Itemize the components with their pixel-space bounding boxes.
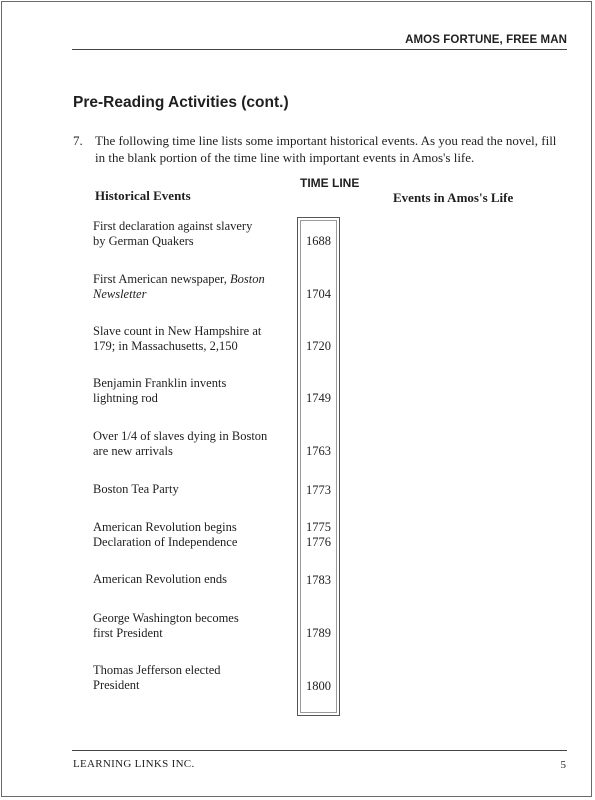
event-text-line: first President	[93, 626, 163, 640]
event-text-line: Benjamin Franklin invents	[93, 376, 227, 390]
page-number: 5	[560, 759, 566, 771]
event-1720	[93, 324, 293, 354]
event-text-line: First American newspaper,	[93, 272, 230, 286]
event-1773	[93, 482, 293, 497]
year-1800: 1800	[306, 679, 331, 693]
event-1775	[93, 520, 293, 550]
event-text-line: American Revolution begins	[93, 520, 237, 534]
event-1763	[93, 429, 293, 459]
year-1783: 1783	[306, 573, 331, 587]
event-1800	[93, 663, 293, 693]
year-1776: 1776	[306, 535, 331, 549]
event-text-line: by German Quakers	[93, 234, 194, 248]
year-1720: 1720	[306, 339, 331, 353]
year-1688: 1688	[306, 234, 331, 248]
year-1775: 1775	[306, 520, 331, 534]
question-text: The following time line lists some important historical events. As you read the novel, fill in the blank portion of the time line with important events in Amos's life.	[95, 133, 557, 165]
event-text-line: Boston Tea Party	[93, 482, 179, 496]
event-text-italic: Newsletter	[93, 287, 147, 301]
event-1749	[93, 376, 293, 406]
event-1704	[93, 272, 293, 302]
event-text-line: American Revolution ends	[93, 572, 227, 586]
event-1789	[93, 611, 293, 641]
amos-events-heading: Events in Amos's Life	[393, 190, 514, 205]
year-1789: 1789	[306, 626, 331, 640]
event-text-line: Declaration of Independence	[93, 535, 238, 549]
event-text-line: lightning rod	[93, 391, 158, 405]
event-text-line: President	[93, 678, 140, 692]
header-rule	[72, 49, 567, 50]
event-1688	[93, 219, 293, 249]
event-text-line: First declaration against slavery	[93, 219, 253, 233]
year-1749: 1749	[306, 391, 331, 405]
event-text-italic: Boston	[229, 272, 265, 286]
timeline-heading: TIME LINE	[300, 176, 360, 190]
question-number: 7.	[73, 133, 83, 148]
historical-events-heading: Historical Events	[95, 188, 191, 203]
event-text-line: are new arrivals	[93, 444, 173, 458]
year-1763: 1763	[306, 444, 331, 458]
event-text-line: Thomas Jefferson elected	[93, 663, 221, 677]
running-header: AMOS FORTUNE, FREE MAN	[405, 34, 567, 46]
event-text-line: Over 1/4 of slaves dying in Boston	[93, 429, 268, 443]
event-text-line: Slave count in New Hampshire at	[93, 324, 262, 338]
event-1783	[93, 572, 293, 587]
year-1773: 1773	[306, 483, 331, 497]
publisher-name: LEARNING LINKS INC.	[73, 758, 195, 770]
event-text-line: 179; in Massachusetts, 2,150	[93, 339, 238, 353]
event-text-line: George Washington becomes	[93, 611, 239, 625]
footer-rule	[72, 750, 567, 751]
section-heading: Pre-Reading Activities (cont.)	[73, 94, 289, 111]
year-1704: 1704	[306, 287, 331, 301]
